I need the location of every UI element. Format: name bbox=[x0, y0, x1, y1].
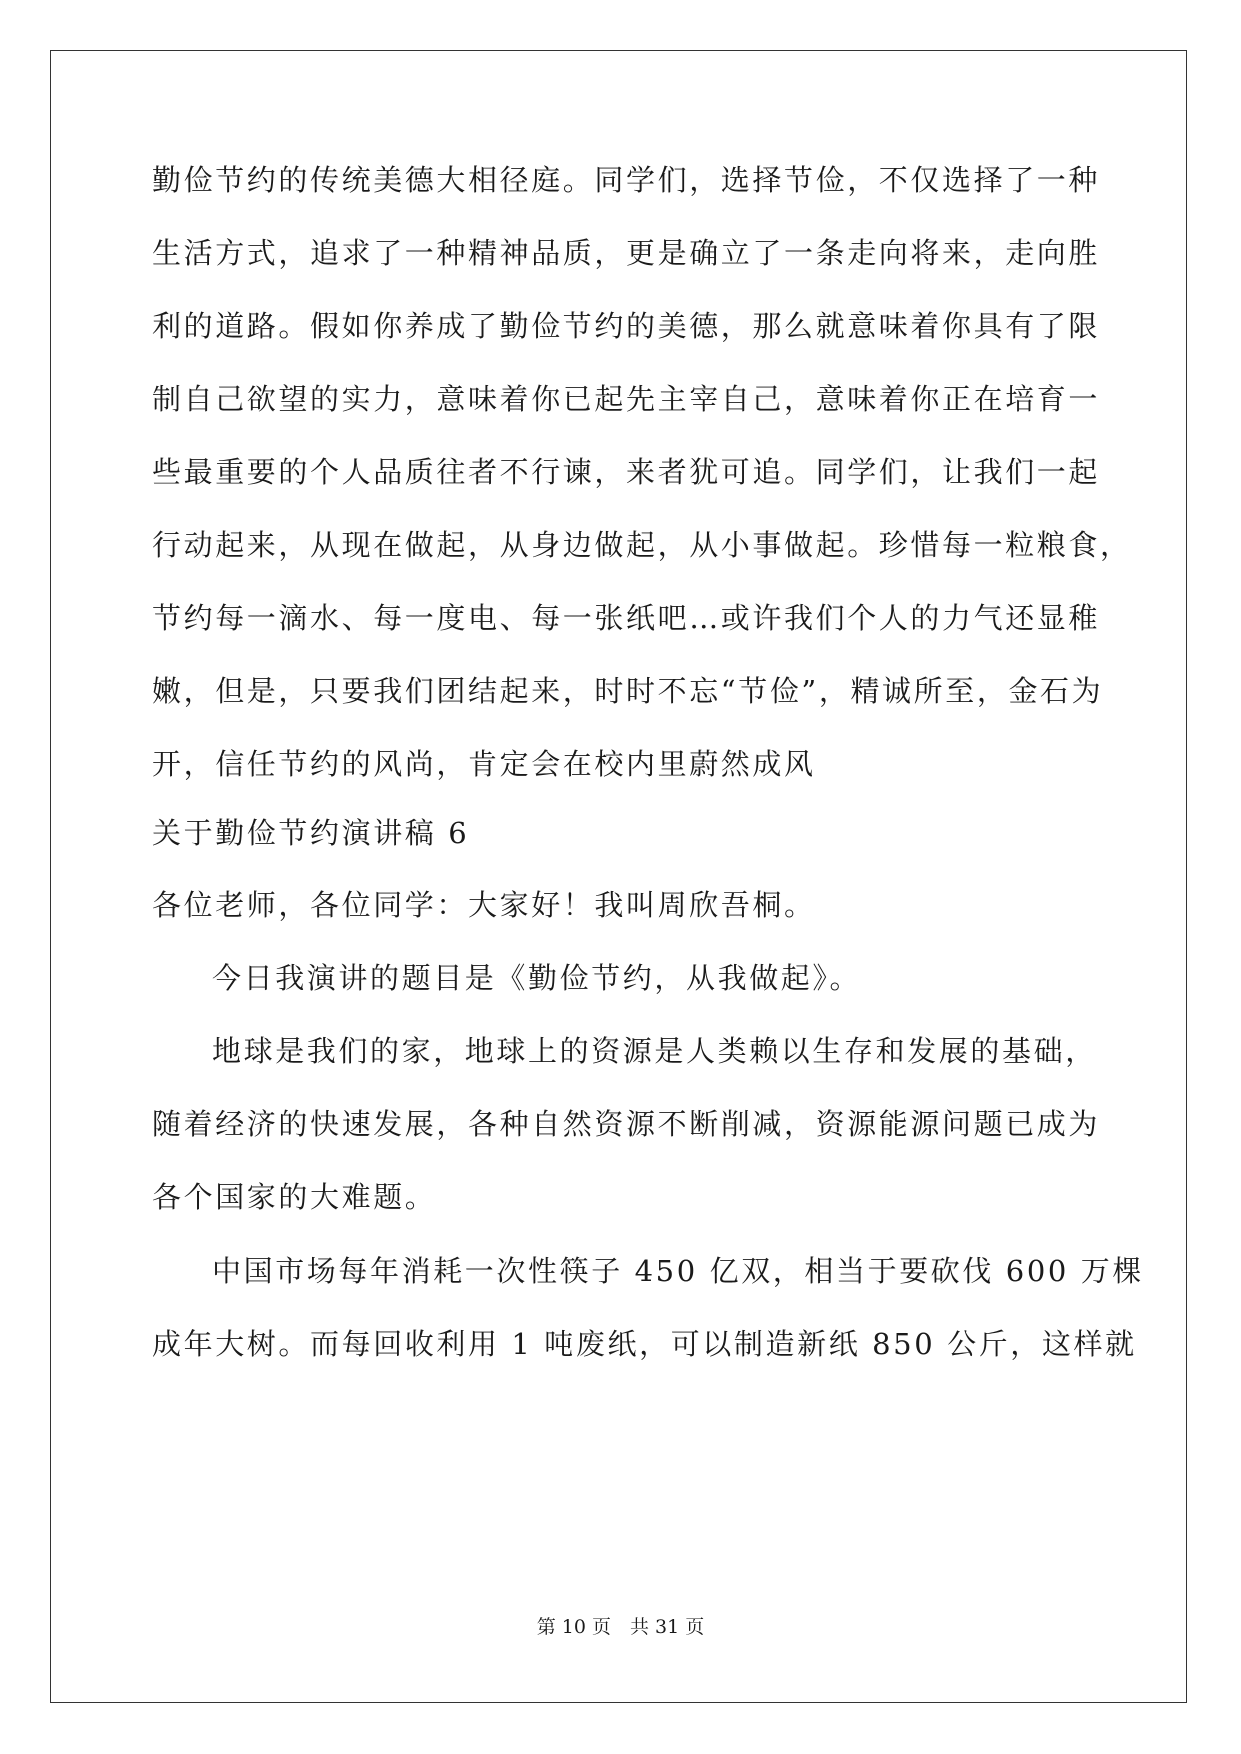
text-line: 些最重要的个人品质往者不行谏，来者犹可追。同学们，让我们一起 bbox=[152, 455, 1101, 489]
text-line: 成年大树。而每回收利用 1 吨废纸，可以制造新纸 850 公斤，这样就 bbox=[152, 1327, 1137, 1361]
section-heading: 关于勤俭节约演讲稿 6 bbox=[152, 816, 470, 850]
text-line: 地球是我们的家，地球上的资源是人类赖以生存和发展的基础， bbox=[212, 1034, 1097, 1068]
text-line: 随着经济的快速发展，各种自然资源不断削减，资源能源问题已成为 bbox=[152, 1107, 1101, 1141]
greeting-line: 各位老师，各位同学：大家好！我叫周欣吾桐。 bbox=[152, 888, 816, 922]
topic-line: 今日我演讲的题目是《勤俭节约，从我做起》。 bbox=[212, 961, 862, 995]
page-border bbox=[50, 50, 1187, 1703]
text-line: 行动起来，从现在做起，从身边做起，从小事做起。珍惜每一粒粮食， bbox=[152, 528, 1132, 562]
text-line: 嫩，但是，只要我们团结起来，时时不忘“节俭”，精诚所至，金石为 bbox=[152, 674, 1104, 708]
text-line: 勤俭节约的传统美德大相径庭。同学们，选择节俭，不仅选择了一种 bbox=[152, 163, 1101, 197]
page-number-label: 第 10 页 共 31 页 bbox=[536, 1616, 705, 1638]
text-line: 中国市场每年消耗一次性筷子 450 亿双，相当于要砍伐 600 万棵 bbox=[212, 1254, 1144, 1288]
text-line: 生活方式，追求了一种精神品质，更是确立了一条走向将来，走向胜 bbox=[152, 236, 1101, 270]
text-line: 各个国家的大难题。 bbox=[152, 1180, 437, 1214]
text-line: 利的道路。假如你养成了勤俭节约的美德，那么就意味着你具有了限 bbox=[152, 309, 1101, 343]
page-footer bbox=[0, 1614, 1241, 1640]
text-line: 节约每一滴水、每一度电、每一张纸吧…或许我们个人的力气还显稚 bbox=[152, 601, 1101, 635]
text-line: 开，信任节约的风尚，肯定会在校内里蔚然成风 bbox=[152, 747, 816, 781]
text-line: 制自己欲望的实力，意味着你已起先主宰自己，意味着你正在培育一 bbox=[152, 382, 1101, 416]
